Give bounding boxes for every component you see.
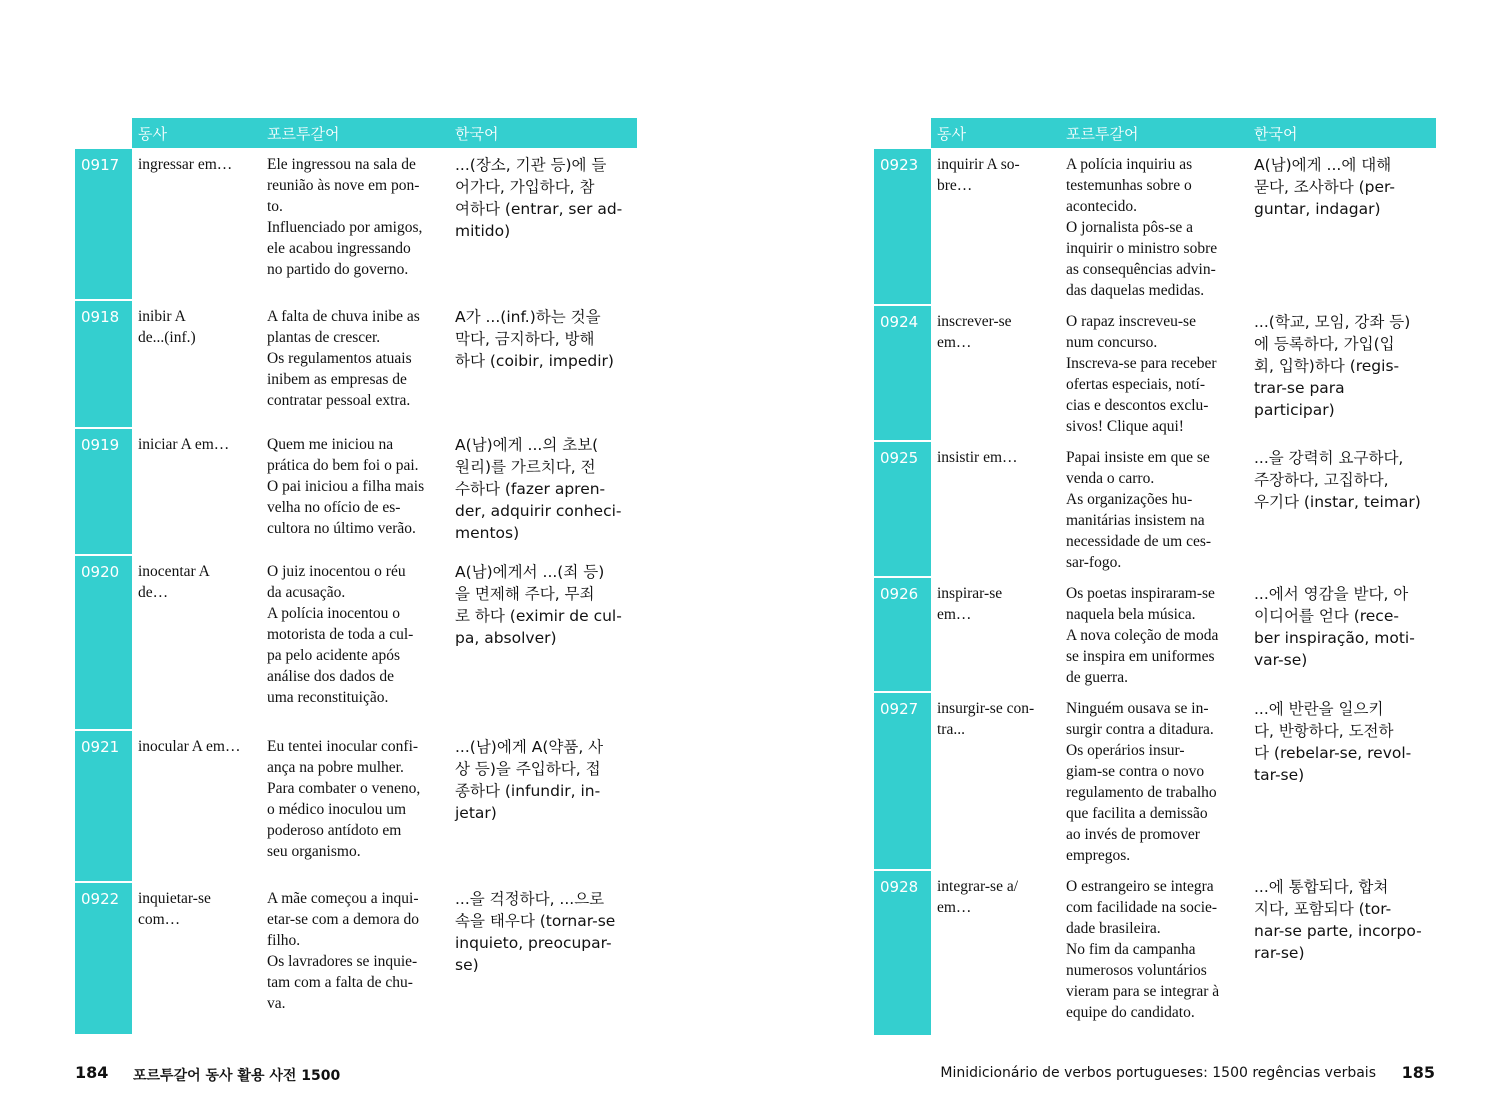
entry-example: A falta de chuva inibe as plantas de crescer. Os regulamentos atuais inibem as empresas de contratar pessoal extra. (267, 308, 420, 409)
entry-korean: ...(남)에게 A(약품, 사 상 등)을 주입하다, 접 종하다 (infundir, in- jetar) (455, 738, 604, 822)
table-row (874, 148, 1436, 305)
entry-number: 0919 (75, 428, 132, 555)
header-index-cell (874, 118, 931, 148)
entry-korean: ...을 강력히 요구하다, 주장하다, 고집하다, 우기다 (instar, teimar) (1254, 449, 1421, 511)
right-page-number: 185 (1401, 1063, 1435, 1082)
entry-example: Ninguém ousava se in- surgir contra a ditadura. Os operários insur- giam-se contra o novo regulamento de trabalho que facilita a demissão ao invés de promover empregos. (1066, 700, 1217, 864)
entry-verb: inocular A em… (138, 738, 241, 755)
entry-korean: ...에 반란을 일으키 다, 반항하다, 도전하 다 (rebelar-se, revol- tar-se) (1254, 700, 1412, 784)
entry-verb: inquirir A so- bre… (937, 156, 1020, 194)
header-verb: 동사 (931, 118, 1060, 148)
entry-verb: inspirar-se em… (937, 585, 1003, 623)
entry-verb: integrar-se a/ em… (937, 878, 1019, 916)
table-row (874, 305, 1436, 441)
entry-korean: ...(학교, 모임, 강좌 등) 에 등록하다, 가입(입 회, 입학)하다 (regis- trar-se para participar) (1254, 313, 1411, 419)
left-page-table (75, 118, 637, 1034)
entry-korean: ...을 걱정하다, ...으로 속을 태우다 (tornar-se inquieto, preocupar- se) (455, 890, 616, 974)
header-index-cell (75, 118, 132, 148)
table-row (874, 870, 1436, 1035)
entry-korean: ...에 통합되다, 합쳐 지다, 포함되다 (tor- nar-se parte, incorpo- rar-se) (1254, 878, 1422, 962)
entry-verb: iniciar A em… (138, 436, 230, 453)
header-verb: 동사 (132, 118, 261, 148)
entry-number: 0922 (75, 882, 132, 1034)
entry-example: A mãe começou a inqui- etar-se com a demora do filho. Os lavradores se inquie- tam com a falta de chu- va. (267, 890, 420, 1012)
header-portuguese: 포르투갈어 (1060, 118, 1248, 148)
entry-korean: A(남)에게서 ...(죄 등) 을 면제해 주다, 무죄 로 하다 (eximir de cul- pa, absolver) (455, 563, 622, 647)
entry-number: 0923 (874, 148, 931, 305)
entry-example: Quem me iniciou na prática do bem foi o pai. O pai iniciou a filha mais velha no ofício de es- cultora no último verão. (267, 436, 425, 537)
table-header (75, 118, 637, 148)
entry-example: Ele ingressou na sala de reunião às nove em pon- to. Influenciado por amigos, ele acabou ingressando no partido do governo. (267, 156, 423, 278)
table-header (874, 118, 1436, 148)
entry-number: 0928 (874, 870, 931, 1035)
left-running-title: 포르투갈어 동사 활용 사전 1500 (133, 1068, 341, 1084)
entry-korean: ...(장소, 기관 등)에 들 어가다, 가입하다, 참 여하다 (entrar, ser ad- mitido) (455, 156, 623, 240)
entry-example: O juiz inocentou o réu da acusação. A polícia inocentou o motorista de toda a cul- pa pelo acidente após análise dos dados de uma reconstituição. (267, 563, 414, 706)
entry-verb: inquietar-se com… (138, 890, 211, 928)
entry-number: 0924 (874, 305, 931, 441)
entry-example: Os poetas inspiraram-se naquela bela música. A nova coleção de moda se inspira em uniformes de guerra. (1066, 585, 1219, 686)
entry-verb: insistir em… (937, 449, 1018, 466)
table-row (75, 300, 637, 428)
entry-verb: inocentar A de… (138, 563, 210, 601)
entry-korean: A(남)에게 ...에 대해 묻다, 조사하다 (per- guntar, indagar) (1254, 156, 1396, 218)
table-row (874, 441, 1436, 577)
table-row (75, 882, 637, 1034)
entry-number: 0917 (75, 148, 132, 300)
entry-example: O estrangeiro se integra com facilidade na socie- dade brasileira. No fim da campanha numerosos voluntários vieram para se integrar à equipe do candidato. (1066, 878, 1220, 1021)
entry-korean: A가 ...(inf.)하는 것을 막다, 금지하다, 방해 하다 (coibir, impedir) (455, 308, 614, 370)
entry-example: Eu tentei inocular confi- ança na pobre mulher. Para combater o veneno, o médico inoculou um poderoso antídoto em seu organismo. (267, 738, 421, 860)
entry-number: 0927 (874, 692, 931, 870)
entry-korean: ...에서 영감을 받다, 아 이디어를 얻다 (rece- ber inspiração, moti- var-se) (1254, 585, 1415, 669)
entry-number: 0920 (75, 555, 132, 730)
entry-number: 0926 (874, 577, 931, 692)
entry-number: 0925 (874, 441, 931, 577)
left-page-number: 184 (75, 1063, 109, 1082)
header-korean: 한국어 (1248, 118, 1436, 148)
entry-verb: insurgir-se con- tra... (937, 700, 1035, 738)
table-row (874, 692, 1436, 870)
table-row (874, 577, 1436, 692)
right-page-table (874, 118, 1436, 1035)
entry-example: Papai insiste em que se venda o carro. As organizações hu- manitárias insistem na necessidade de um ces- sar-fogo. (1066, 449, 1212, 571)
header-portuguese: 포르투갈어 (261, 118, 449, 148)
table-row (75, 428, 637, 555)
entry-verb: inscrever-se em… (937, 313, 1012, 351)
right-running-title: Minidicionário de verbos portugueses: 1500 regências verbais (940, 1065, 1376, 1081)
table-row (75, 555, 637, 730)
entry-number: 0918 (75, 300, 132, 428)
entry-verb: ingressar em… (138, 156, 233, 173)
entry-korean: A(남)에게 ...의 초보( 원리)를 가르치다, 전 수하다 (fazer apren- der, adquirir conheci- mentos) (455, 436, 622, 542)
table-row (75, 148, 637, 300)
entry-verb: inibir A de...(inf.) (138, 308, 196, 346)
entry-example: O rapaz inscreveu-se num concurso. Inscreva-se para receber ofertas especiais, notí- cias e descontos exclu- sivos! Clique aqui! (1066, 313, 1217, 435)
table-row (75, 730, 637, 882)
entry-number: 0921 (75, 730, 132, 882)
entry-example: A polícia inquiriu as testemunhas sobre o acontecido. O jornalista pôs-se a inquirir o ministro sobre as consequências advin- das daquelas medidas. (1066, 156, 1218, 299)
header-korean: 한국어 (449, 118, 637, 148)
